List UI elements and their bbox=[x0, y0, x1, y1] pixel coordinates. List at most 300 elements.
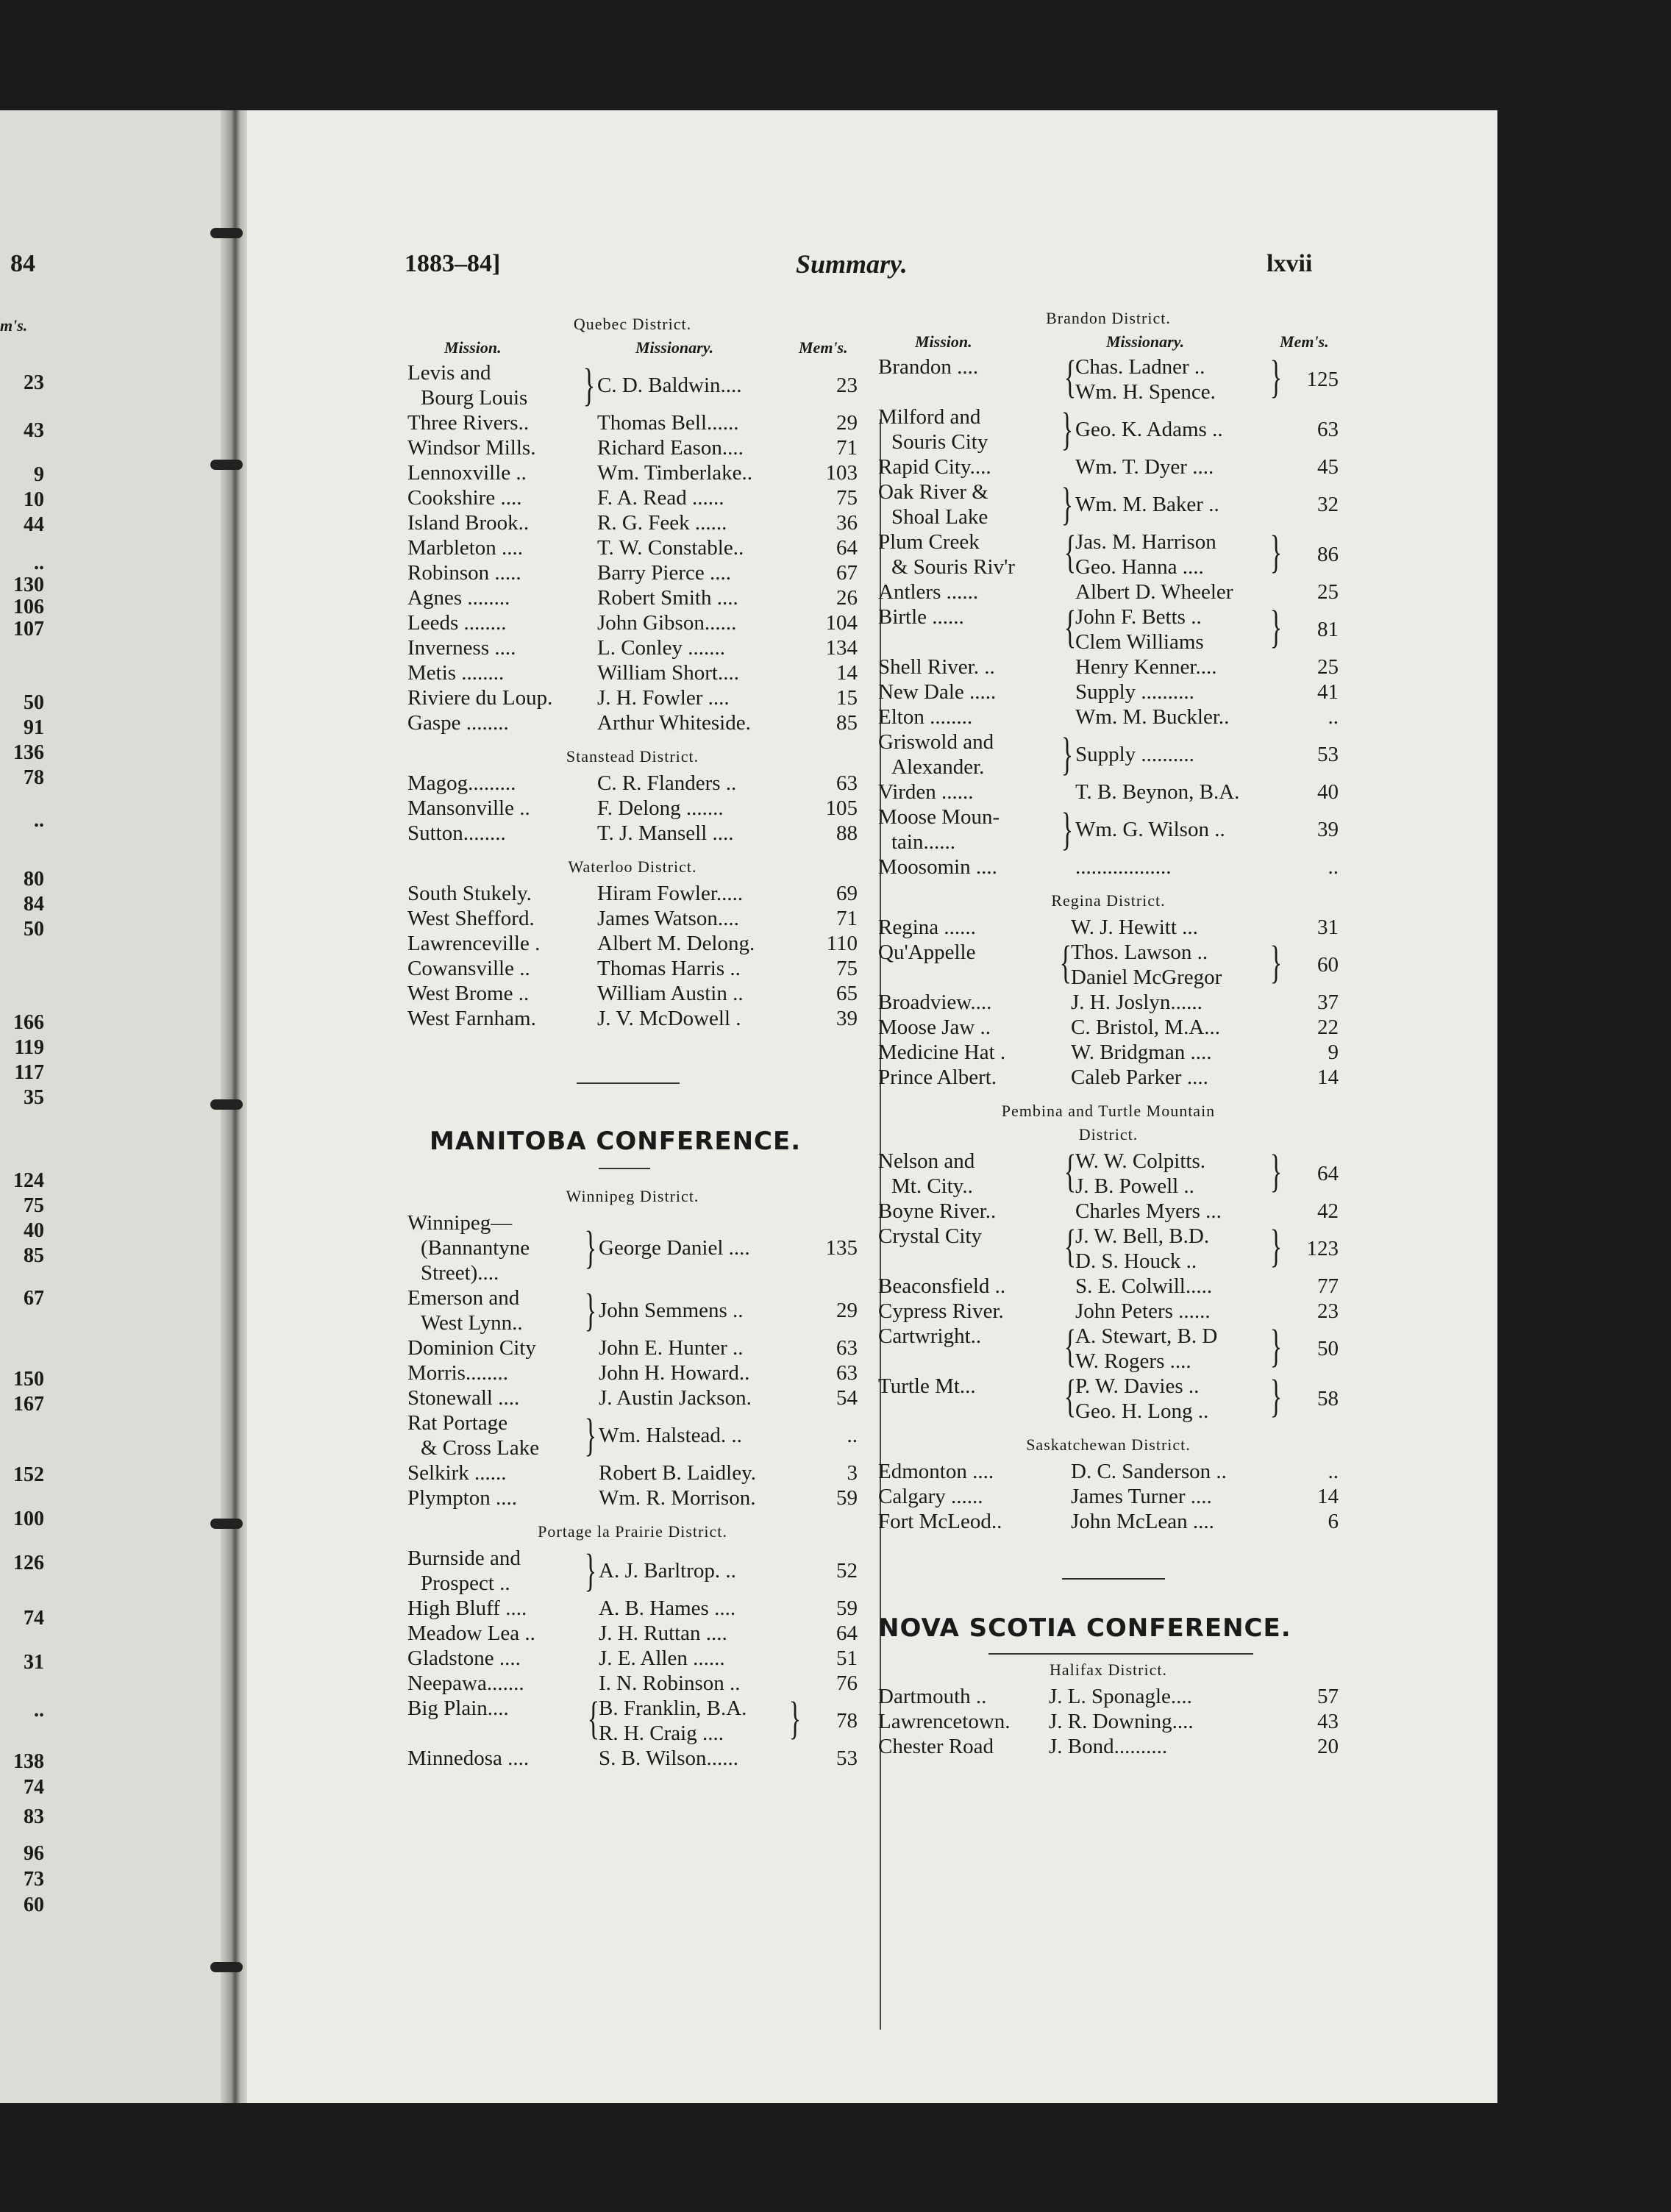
mission-name: Cowansville .. bbox=[407, 957, 530, 980]
missionary-name: Chas. Ladner .. bbox=[1075, 355, 1205, 379]
left-page-number: 106 bbox=[13, 596, 44, 618]
mission-name: Rat Portage bbox=[407, 1411, 508, 1435]
mission-name-continued: West Lynn.. bbox=[421, 1311, 523, 1335]
membership-count: 134 bbox=[825, 636, 858, 660]
left-page-number: 119 bbox=[14, 1036, 44, 1059]
mission-name: Emerson and bbox=[407, 1286, 520, 1310]
missionary-name: Wm. M. Buckler.. bbox=[1075, 705, 1230, 729]
binding-stitch bbox=[210, 1962, 243, 1972]
membership-count: 9 bbox=[1328, 1041, 1339, 1064]
mission-name: Moose Jaw .. bbox=[878, 1016, 991, 1039]
membership-count: 75 bbox=[836, 486, 858, 510]
mission-name: Boyne River.. bbox=[878, 1199, 997, 1223]
left-page-number: 96 bbox=[24, 1842, 44, 1865]
mission-name: Beaconsfield .. bbox=[878, 1274, 1006, 1298]
mission-name: Moose Moun- bbox=[878, 805, 1000, 829]
membership-count: 50 bbox=[1317, 1337, 1339, 1360]
missionary-name: T. J. Mansell .... bbox=[597, 821, 734, 845]
table-row bbox=[878, 1015, 1339, 1040]
left-page-number: 75 bbox=[24, 1194, 44, 1217]
mission-name: Robinson ..... bbox=[407, 561, 521, 585]
table-row bbox=[878, 1321, 1339, 1374]
missionary-name-continued: W. Rogers .... bbox=[1075, 1349, 1191, 1373]
membership-count: 53 bbox=[1317, 743, 1339, 766]
missionary-name: Hiram Fowler..... bbox=[597, 882, 744, 905]
brace-right: } bbox=[1269, 352, 1283, 402]
missionary-name: R. G. Feek ...... bbox=[597, 511, 727, 535]
mission-name-continued: Souris City bbox=[891, 430, 988, 454]
missionary-name: J. L. Sponagle.... bbox=[1049, 1685, 1192, 1708]
brace-right: } bbox=[1061, 804, 1074, 855]
membership-count: 65 bbox=[836, 982, 858, 1005]
column-heading-mems: Mem's. bbox=[799, 338, 848, 357]
brace-right: } bbox=[1269, 1321, 1283, 1371]
membership-count: 59 bbox=[836, 1596, 858, 1620]
missionary-name: S. B. Wilson...... bbox=[599, 1747, 739, 1770]
left-page-number: 74 bbox=[24, 1607, 44, 1630]
mission-name: Windsor Mills. bbox=[407, 436, 536, 460]
mission-name: Neepawa....... bbox=[407, 1672, 524, 1695]
left-page-number: 60 bbox=[24, 1894, 44, 1916]
conference-title: NOVA SCOTIA CONFERENCE. bbox=[878, 1613, 1291, 1643]
mission-name: Broadview.... bbox=[878, 991, 992, 1014]
missionary-name: J. Bond.......... bbox=[1049, 1735, 1168, 1758]
membership-count: 36 bbox=[836, 511, 858, 535]
mission-name: Winnipeg— bbox=[407, 1211, 513, 1235]
brace-left: { bbox=[587, 1694, 600, 1744]
table-row bbox=[878, 679, 1339, 704]
membership-count: 51 bbox=[836, 1646, 858, 1670]
mission-name: Antlers ...... bbox=[878, 580, 979, 604]
missionary-name: Geo. K. Adams .. bbox=[1075, 418, 1223, 441]
table-row bbox=[878, 1684, 1339, 1709]
mission-name: Shell River. .. bbox=[878, 655, 995, 679]
membership-count: 110 bbox=[826, 932, 858, 955]
missionary-name-continued: Geo. H. Long .. bbox=[1075, 1399, 1209, 1423]
district-title: Pembina and Turtle Mountain bbox=[1001, 1102, 1216, 1120]
membership-count: 64 bbox=[836, 536, 858, 560]
missionary-name: Wm. R. Morrison. bbox=[599, 1486, 756, 1510]
membership-count: 53 bbox=[836, 1747, 858, 1770]
mission-name-continued: & Souris Riv'r bbox=[891, 555, 1015, 579]
table-row bbox=[407, 510, 858, 535]
table-row bbox=[878, 1040, 1339, 1065]
table-row bbox=[878, 529, 1339, 579]
binding-stitch bbox=[210, 1519, 243, 1529]
brace-left: { bbox=[1063, 1146, 1077, 1196]
brace-left: { bbox=[1059, 938, 1072, 988]
mission-name: Edmonton .... bbox=[878, 1460, 994, 1483]
table-row bbox=[878, 454, 1339, 479]
district-title: Stanstead District. bbox=[566, 747, 699, 766]
district-title: Portage la Prairie District. bbox=[538, 1522, 727, 1541]
table-row bbox=[878, 940, 1339, 990]
left-page-subheader: m's. bbox=[0, 316, 28, 335]
membership-count: 26 bbox=[836, 586, 858, 610]
missionary-name: S. E. Colwill..... bbox=[1075, 1274, 1213, 1298]
brace-right: } bbox=[788, 1694, 802, 1744]
membership-count: 81 bbox=[1317, 618, 1339, 641]
membership-count: 54 bbox=[836, 1386, 858, 1410]
left-page-number: 78 bbox=[24, 766, 44, 789]
membership-count: 125 bbox=[1306, 368, 1339, 391]
missionary-name: John Semmens .. bbox=[599, 1299, 744, 1322]
table-row bbox=[407, 1485, 858, 1510]
left-page-number: 150 bbox=[13, 1368, 44, 1391]
mission-name: Plympton .... bbox=[407, 1486, 518, 1510]
mission-name: Leeds ........ bbox=[407, 611, 507, 635]
membership-count: 64 bbox=[1317, 1162, 1339, 1185]
left-page-number: .. bbox=[34, 809, 44, 832]
mission-name: Qu'Appelle bbox=[878, 941, 976, 964]
missionary-name: W. Bridgman .... bbox=[1071, 1041, 1212, 1064]
table-row bbox=[407, 685, 858, 710]
mission-name: Turtle Mt... bbox=[878, 1374, 976, 1398]
mission-name: Three Rivers.. bbox=[407, 411, 530, 435]
table-row bbox=[407, 1621, 858, 1646]
membership-count: 31 bbox=[1317, 916, 1339, 939]
missionary-name: Supply .......... bbox=[1075, 743, 1194, 766]
missionary-name: Thomas Bell...... bbox=[597, 411, 739, 435]
district-title: Halifax District. bbox=[1050, 1660, 1167, 1679]
table-row bbox=[407, 881, 858, 906]
mission-name: Meadow Lea .. bbox=[407, 1621, 535, 1645]
missionary-name: Arthur Whiteside. bbox=[597, 711, 751, 735]
table-row bbox=[407, 771, 858, 796]
missionary-name: Richard Eason.... bbox=[597, 436, 744, 460]
mission-name: Calgary ...... bbox=[878, 1485, 983, 1508]
table-row bbox=[407, 360, 858, 410]
membership-count: 75 bbox=[836, 957, 858, 980]
table-row bbox=[878, 1371, 1339, 1424]
left-page-number: 152 bbox=[13, 1463, 44, 1486]
membership-count: 76 bbox=[836, 1672, 858, 1695]
brace-right: } bbox=[1269, 602, 1283, 652]
section-rule bbox=[599, 1168, 650, 1169]
mission-name: Milford and bbox=[878, 405, 981, 429]
missionary-name: James Watson.... bbox=[597, 907, 739, 930]
left-page-number: 117 bbox=[14, 1061, 44, 1084]
mission-name: Medicine Hat . bbox=[878, 1041, 1006, 1064]
table-row bbox=[878, 604, 1339, 654]
table-row bbox=[878, 654, 1339, 679]
mission-name: Magog......... bbox=[407, 771, 516, 795]
table-row bbox=[407, 585, 858, 610]
membership-count: .. bbox=[1328, 1460, 1339, 1483]
membership-count: 60 bbox=[1317, 953, 1339, 977]
mission-name: Mansonville .. bbox=[407, 796, 530, 820]
brace-right: } bbox=[584, 1223, 597, 1273]
mission-name: Levis and bbox=[407, 361, 491, 385]
mission-name: Regina ...... bbox=[878, 916, 976, 939]
table-row bbox=[407, 610, 858, 635]
membership-count: 45 bbox=[1317, 455, 1339, 479]
left-page-number: 9 bbox=[34, 463, 44, 486]
missionary-name: C. Bristol, M.A... bbox=[1071, 1016, 1221, 1039]
section-rule bbox=[988, 1653, 1253, 1655]
table-row bbox=[407, 1546, 858, 1596]
table-row bbox=[407, 560, 858, 585]
table-row bbox=[407, 460, 858, 485]
membership-count: 41 bbox=[1317, 680, 1339, 704]
header-page-number: lxvii bbox=[1266, 250, 1313, 277]
column-heading-missionary: Missionary. bbox=[635, 338, 714, 357]
missionary-name: Robert Smith .... bbox=[597, 586, 738, 610]
missionary-name: Barry Pierce .... bbox=[597, 561, 731, 585]
missionary-name: William Austin .. bbox=[597, 982, 744, 1005]
mission-name: Fort McLeod.. bbox=[878, 1510, 1002, 1533]
missionary-name: J. V. McDowell . bbox=[597, 1007, 741, 1030]
left-page-number: 44 bbox=[24, 513, 44, 536]
district-title: Brandon District. bbox=[1046, 309, 1171, 327]
table-row bbox=[407, 1210, 858, 1285]
mission-name: Stonewall .... bbox=[407, 1386, 520, 1410]
table-row bbox=[878, 579, 1339, 604]
brace-right: } bbox=[1269, 1146, 1283, 1196]
mission-name: Birtle ...... bbox=[878, 605, 964, 629]
brace-right: } bbox=[1061, 479, 1074, 529]
district-title: Saskatchewan District. bbox=[1026, 1435, 1191, 1454]
membership-count: 64 bbox=[836, 1621, 858, 1645]
missionary-name-continued: Geo. Hanna .... bbox=[1075, 555, 1204, 579]
mission-name-continued: Street).... bbox=[421, 1261, 499, 1285]
table-row bbox=[407, 981, 858, 1006]
missionary-name: Charles Myers ... bbox=[1075, 1199, 1222, 1223]
membership-count: 63 bbox=[836, 1361, 858, 1385]
column-heading-missionary: Missionary. bbox=[1106, 332, 1185, 351]
missionary-name: D. C. Sanderson .. bbox=[1071, 1460, 1227, 1483]
brace-right: } bbox=[1269, 1371, 1283, 1421]
mission-name: South Stukely. bbox=[407, 882, 532, 905]
mission-name: Sutton........ bbox=[407, 821, 506, 845]
table-row bbox=[407, 1006, 858, 1031]
brace-right: } bbox=[1061, 404, 1074, 454]
membership-count: .. bbox=[847, 1424, 858, 1447]
table-row bbox=[407, 710, 858, 735]
table-row bbox=[407, 410, 858, 435]
left-page-fragment bbox=[0, 110, 221, 2103]
membership-count: 39 bbox=[836, 1007, 858, 1030]
table-row bbox=[407, 931, 858, 956]
membership-count: 135 bbox=[825, 1236, 858, 1260]
mission-name: Plum Creek bbox=[878, 530, 980, 554]
missionary-name: Albert M. Delong. bbox=[597, 932, 755, 955]
missionary-name: Jas. M. Harrison bbox=[1075, 530, 1216, 554]
mission-name: Burnside and bbox=[407, 1546, 521, 1570]
table-row bbox=[878, 704, 1339, 729]
membership-count: 29 bbox=[836, 411, 858, 435]
table-row bbox=[407, 1335, 858, 1360]
missionary-name: Supply .......... bbox=[1075, 680, 1194, 704]
mission-name: Moosomin .... bbox=[878, 855, 997, 879]
table-row bbox=[878, 1199, 1339, 1224]
membership-count: 15 bbox=[836, 686, 858, 710]
left-page-number: .. bbox=[34, 552, 44, 574]
brace-left: { bbox=[1063, 352, 1077, 402]
left-page-number: 107 bbox=[13, 618, 44, 641]
mission-name-continued: Alexander. bbox=[891, 755, 985, 779]
table-row bbox=[407, 660, 858, 685]
missionary-name: Albert D. Wheeler bbox=[1075, 580, 1233, 604]
brace-right: } bbox=[1269, 527, 1283, 577]
mission-name: Griswold and bbox=[878, 730, 994, 754]
missionary-name: Wm. Halstead. .. bbox=[599, 1424, 742, 1447]
missionary-name: W. J. Hewitt ... bbox=[1071, 916, 1198, 939]
table-row bbox=[878, 1509, 1339, 1534]
table-row bbox=[878, 1734, 1339, 1759]
table-row bbox=[407, 1410, 858, 1460]
left-page-header: 84 bbox=[10, 250, 35, 277]
missionary-name: J. Austin Jackson. bbox=[599, 1386, 752, 1410]
membership-count: 86 bbox=[1317, 543, 1339, 566]
missionary-name: John Gibson...... bbox=[597, 611, 737, 635]
missionary-name: J. H. Fowler .... bbox=[597, 686, 730, 710]
missionary-name: Thomas Harris .. bbox=[597, 957, 741, 980]
mission-name-continued: Bourg Louis bbox=[421, 386, 528, 410]
table-row bbox=[407, 906, 858, 931]
membership-count: 22 bbox=[1317, 1016, 1339, 1039]
district-title-continued: District. bbox=[1078, 1125, 1139, 1144]
missionary-name-continued: J. B. Powell .. bbox=[1075, 1174, 1194, 1198]
mission-name: High Bluff .... bbox=[407, 1596, 527, 1620]
mission-name: West Brome .. bbox=[407, 982, 530, 1005]
brace-right: } bbox=[1061, 729, 1074, 779]
table-row bbox=[407, 1460, 858, 1485]
membership-count: 63 bbox=[836, 771, 858, 795]
missionary-name: J. E. Allen ...... bbox=[599, 1646, 725, 1670]
mission-name: Minnedosa .... bbox=[407, 1747, 530, 1770]
membership-count: 14 bbox=[836, 661, 858, 685]
missionary-name: James Turner .... bbox=[1071, 1485, 1212, 1508]
table-row bbox=[878, 1065, 1339, 1090]
mission-name: Big Plain.... bbox=[407, 1697, 509, 1720]
left-page-number: 50 bbox=[24, 918, 44, 941]
brace-right: } bbox=[584, 1546, 597, 1596]
membership-count: 23 bbox=[1317, 1299, 1339, 1323]
left-page-number: 136 bbox=[13, 741, 44, 764]
left-page-number: 124 bbox=[13, 1169, 44, 1192]
membership-count: 20 bbox=[1317, 1735, 1339, 1758]
left-page-number: 50 bbox=[24, 691, 44, 714]
mission-name: Gladstone .... bbox=[407, 1646, 521, 1670]
membership-count: 57 bbox=[1317, 1685, 1339, 1708]
mission-name: Brandon .... bbox=[878, 355, 979, 379]
mission-name: West Farnham. bbox=[407, 1007, 536, 1030]
district-title: Waterloo District. bbox=[568, 857, 697, 876]
missionary-name: John Peters ...... bbox=[1075, 1299, 1211, 1323]
left-page-number: 73 bbox=[24, 1868, 44, 1891]
missionary-name: J. R. Downing.... bbox=[1049, 1710, 1194, 1733]
mission-name: Elton ........ bbox=[878, 705, 973, 729]
mission-name: Marbleton .... bbox=[407, 536, 524, 560]
missionary-name: Caleb Parker .... bbox=[1071, 1066, 1208, 1089]
missionary-name: J. H. Joslyn...... bbox=[1071, 991, 1203, 1014]
left-page-number: 85 bbox=[24, 1244, 44, 1267]
membership-count: 71 bbox=[836, 436, 858, 460]
brace-left: { bbox=[1063, 527, 1077, 577]
table-row bbox=[407, 1596, 858, 1621]
membership-count: 39 bbox=[1317, 818, 1339, 841]
section-rule bbox=[1062, 1578, 1165, 1580]
membership-count: 6 bbox=[1328, 1510, 1339, 1533]
missionary-name: John McLean .... bbox=[1071, 1510, 1214, 1533]
table-row bbox=[407, 1285, 858, 1335]
left-page-number: 80 bbox=[24, 868, 44, 891]
mission-name: New Dale ..... bbox=[878, 680, 997, 704]
binding-stitch bbox=[210, 460, 243, 470]
membership-count: 78 bbox=[836, 1709, 858, 1733]
mission-name-continued: & Cross Lake bbox=[421, 1436, 540, 1460]
missionary-name: C. D. Baldwin.... bbox=[597, 374, 742, 397]
missionary-name: J. H. Ruttan .... bbox=[599, 1621, 727, 1645]
table-row bbox=[407, 435, 858, 460]
missionary-name: P. W. Davies .. bbox=[1075, 1374, 1200, 1398]
district-title: Winnipeg District. bbox=[566, 1187, 699, 1205]
table-row bbox=[407, 821, 858, 846]
missionary-name: Robert B. Laidley. bbox=[599, 1461, 756, 1485]
missionary-name-continued: R. H. Craig .... bbox=[599, 1722, 724, 1745]
left-page-number: 10 bbox=[24, 488, 44, 511]
membership-count: 77 bbox=[1317, 1274, 1339, 1298]
table-row bbox=[878, 804, 1339, 855]
table-row bbox=[407, 535, 858, 560]
mission-name: Virden ...... bbox=[878, 780, 974, 804]
table-row bbox=[878, 1221, 1339, 1274]
mission-name-continued: (Bannantyne bbox=[421, 1236, 530, 1260]
table-row bbox=[407, 635, 858, 660]
mission-name: Cookshire .... bbox=[407, 486, 522, 510]
district-title: Quebec District. bbox=[573, 315, 692, 333]
left-page-number: 35 bbox=[24, 1086, 44, 1109]
membership-count: 63 bbox=[836, 1336, 858, 1360]
missionary-name: John H. Howard.. bbox=[599, 1361, 750, 1385]
membership-count: 32 bbox=[1317, 493, 1339, 516]
left-page-number: 23 bbox=[24, 371, 44, 394]
brace-left: { bbox=[1063, 1321, 1077, 1371]
missionary-name-continued: Daniel McGregor bbox=[1071, 966, 1222, 989]
right-page bbox=[247, 110, 1497, 2103]
missionary-name: A. B. Hames .... bbox=[599, 1596, 736, 1620]
membership-count: 29 bbox=[836, 1299, 858, 1322]
mission-name: Prince Albert. bbox=[878, 1066, 997, 1089]
membership-count: 85 bbox=[836, 711, 858, 735]
membership-count: 71 bbox=[836, 907, 858, 930]
table-row bbox=[878, 1709, 1339, 1734]
mission-name: Chester Road bbox=[878, 1735, 994, 1758]
mission-name: Agnes ........ bbox=[407, 586, 510, 610]
membership-count: 67 bbox=[836, 561, 858, 585]
missionary-name: J. W. Bell, B.D. bbox=[1075, 1224, 1210, 1248]
membership-count: 37 bbox=[1317, 991, 1339, 1014]
missionary-name: F. Delong ....... bbox=[597, 796, 724, 820]
membership-count: .. bbox=[1328, 855, 1339, 879]
brace-right: } bbox=[582, 360, 596, 410]
missionary-name: George Daniel .... bbox=[599, 1236, 750, 1260]
missionary-name: C. R. Flanders .. bbox=[597, 771, 737, 795]
mission-name: Gaspe ........ bbox=[407, 711, 509, 735]
brace-right: } bbox=[1269, 1221, 1283, 1271]
missionary-name: Wm. G. Wilson .. bbox=[1075, 818, 1225, 841]
table-row bbox=[407, 796, 858, 821]
missionary-name: L. Conley ....... bbox=[597, 636, 725, 660]
membership-count: 58 bbox=[1317, 1387, 1339, 1410]
membership-count: 63 bbox=[1317, 418, 1339, 441]
brace-left: { bbox=[1063, 602, 1077, 652]
district-title: Regina District. bbox=[1051, 891, 1166, 910]
left-page-number: 31 bbox=[24, 1651, 44, 1674]
table-row bbox=[407, 1746, 858, 1771]
table-row bbox=[407, 1385, 858, 1410]
